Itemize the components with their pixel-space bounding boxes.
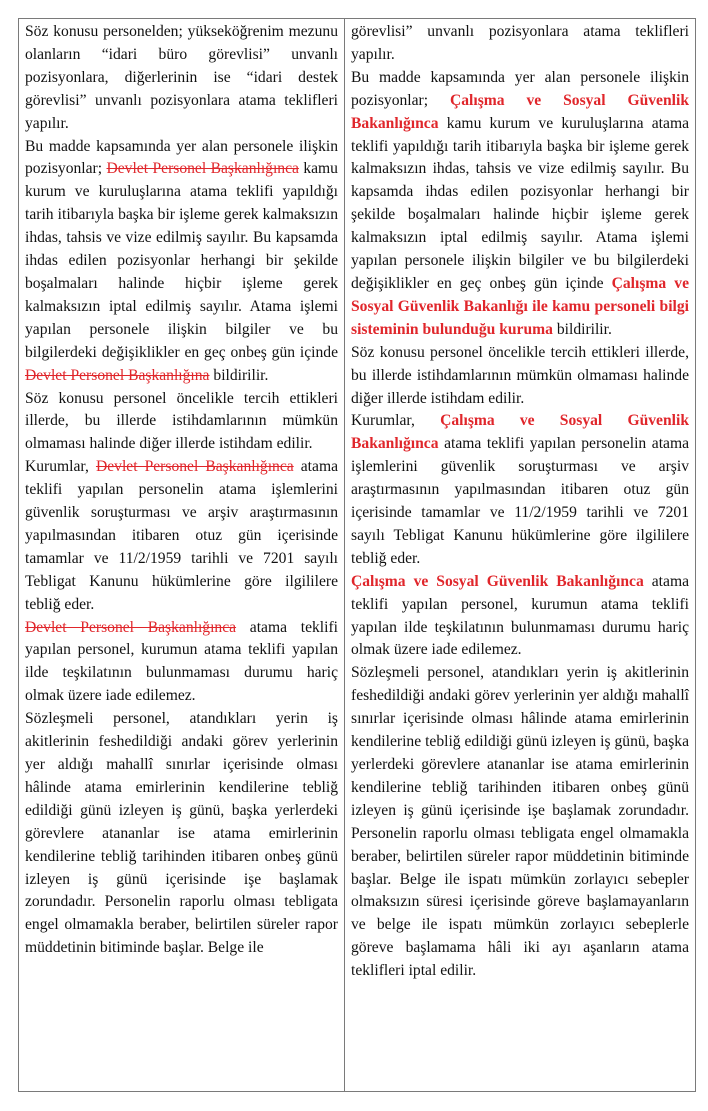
right-paragraph-4: [351, 410, 689, 570]
deleted-text: Devlet Personel Başkanlığınca: [25, 618, 237, 636]
deleted-text: Devlet Personel Başkanlığına: [25, 366, 210, 384]
deleted-text: Devlet Personel Başkanlığınca: [106, 160, 299, 178]
inserted-text: Çalışma ve Sosyal Güvenlik Bakanlığınca: [351, 91, 689, 132]
right-paragraph-1: görevlisi” unvanlı pozisyonlara atama teklifleri yapılır.: [351, 23, 689, 63]
proposed-text-column: [345, 19, 695, 1091]
left-p4-text-a: Kurumlar,: [25, 458, 89, 476]
right-paragraph-3: Söz konusu personel öncelikle tercih ettikleri illerde, bu illerde istihdamlarının mümkün olmaması halinde diğer illerde istihdam edilir.: [351, 343, 689, 407]
current-text-column: [19, 19, 345, 1091]
left-paragraph-5: [25, 617, 338, 709]
right-paragraph-5: [351, 571, 689, 663]
left-paragraph-1: Söz konusu personelden; yükseköğrenim mezunu olanların “idari büro görevlisi” unvanlı pozisyonlara, diğerlerinin ise “idari destek görevlisi” unvanlı pozisyonlara atama teklifleri yapılır.: [25, 23, 338, 132]
right-p4-text-b: atama teklifi yapılan personelin atama işlemlerini güvenlik soruşturması ve arşiv araştırmasının yapılmasından itibaren otuz gün içerisinde tamamlar ve 11/2/1959 tarihli ve 7201 sayılı Tebligat Kanunu hükümlerine göre ilgililere tebliğ eder.: [351, 435, 690, 567]
deleted-text: Devlet Personel Başkanlığınca: [95, 458, 294, 476]
left-p2-text-b: kamu kurum ve kuruluşlarına atama teklifi yapıldığı tarih itibarıyla başka bir işleme gerek kalmaksızın ihdas, tahsis ve vize edilmiş sayılır. Bu kapsamda ihdas edilen pozisyonlar herhangi bir şekilde boşalmaları halinde hiçbir işleme gerek kalmaksızın iptal edilmiş sayılır. Atama işlemi yapılan personele ilişkin bilgiler ve bu bilgilerdeki değişiklikler en geç onbeş gün içinde: [25, 160, 338, 361]
left-paragraph-2: [25, 136, 338, 388]
inserted-text: Çalışma ve Sosyal Güvenlik Bakanlığınca: [351, 412, 689, 453]
right-p2-text-b: kamu kurum ve kuruluşlarına atama teklifi yapıldığı tarih itibarıyla başka bir işleme gerek kalmaksızın ihdas, tahsis ve vize edilmiş sayılır. Bu kapsamda ihdas edilen pozisyonlar herhangi bir şekilde boşalmaları halinde hiçbir işleme gerek kalmaksızın iptal edilmiş sayılır. Atama işlemi yapılan personele ilişkin bilgiler ve bu bilgilerdeki değişiklikler en geç onbeş gün içinde: [351, 114, 689, 292]
left-p4-text-b: atama teklifi yapılan personelin atama işlemlerini güvenlik soruşturması ve arşiv araştırmasının yapılmasından itibaren otuz gün içerisinde tamamlar ve 11/2/1959 tarihli ve 7201 sayılı Tebligat Kanunu hükümlerine göre ilgililere tebliğ eder.: [25, 458, 338, 613]
comparison-table: [18, 18, 696, 1092]
inserted-text: Çalışma ve Sosyal Güvenlik Bakanlığı ile kamu personeli bilgi sisteminin bulunduğu kuruma: [351, 274, 689, 338]
right-paragraph-2: [351, 67, 689, 342]
left-paragraph-3: Söz konusu personel öncelikle tercih ettikleri illerde, bu illerde istihdamlarının mümkün olmaması halinde diğer illerde istihdam edilir.: [25, 389, 338, 453]
left-paragraph-4: [25, 456, 338, 616]
left-paragraph-6: Sözleşmeli personel, atandıkları yerin iş akitlerinin feshedildiği andaki görev yerlerinin yer aldığı mahallî sınırlar içerisinde olması hâlinde atama emirlerinin kendilerine tebliğ edildiği günü izleyen iş günü, başka yerlerdeki görevlere atananlar ise atama emirlerinin kendilerine tebliğ tarihinden itibaren onbeş günü izleyen iş günü içerisinde işe başlamak zorundadır. Personelin raporlu olması tebligata engel olmamakla beraber, belirtilen süreler rapor müddetinin bitiminde başlar. Belge ile: [25, 710, 338, 957]
left-p5-text-b: atama teklifi yapılan personel, kurumun atama teklifi yapılan ilde teşkilatının bulunmaması durumu hariç olmak üzere iade edilemez.: [25, 618, 338, 705]
left-p2-text-c: bildirilir.: [213, 366, 269, 384]
left-p2-text-a: Bu madde kapsamında yer alan personele ilişkin pozisyonlar;: [25, 137, 338, 178]
right-p5-text-b: atama teklifi yapılan personel, kurumun atama teklifi yapılan ilde teşkilatının bulunmaması durumu hariç olmak üzere iade edilemez.: [351, 572, 689, 659]
right-p2-text-c: bildirilir.: [556, 320, 612, 338]
right-p2-text-a: Bu madde kapsamında yer alan personele ilişkin pozisyonlar;: [351, 68, 689, 109]
right-p4-text-a: Kurumlar,: [351, 412, 415, 430]
inserted-text: Çalışma ve Sosyal Güvenlik Bakanlığınca: [351, 572, 644, 590]
right-paragraph-6: Sözleşmeli personel, atandıkları yerin iş akitlerinin feshedildiği andaki görev yerlerinin yer aldığı mahallî sınırlar içerisinde olması hâlinde atama emirlerinin kendilerine tebliğ edildiği günü izleyen iş günü, başka yerlerdeki görevlere atananlar ise atama emirlerinin kendilerine tebliğ tarihinden itibaren onbeş günü izleyen iş günü içerisinde işe başlamak zorundadır. Personelin raporlu olması tebligata engel olmamakla beraber, belirtilen süreler rapor müddetinin bitiminde başlar. Belge ile ispatı mümkün zorlayıcı sebepler olmaksızın süresi içerisinde göreve başlamayanların ve belge ile ispatı mümkün zorlayıcı sebeplerle göreve başlamama hâli iki ayı aşanların atama teklifleri iptal edilir.: [351, 664, 689, 980]
